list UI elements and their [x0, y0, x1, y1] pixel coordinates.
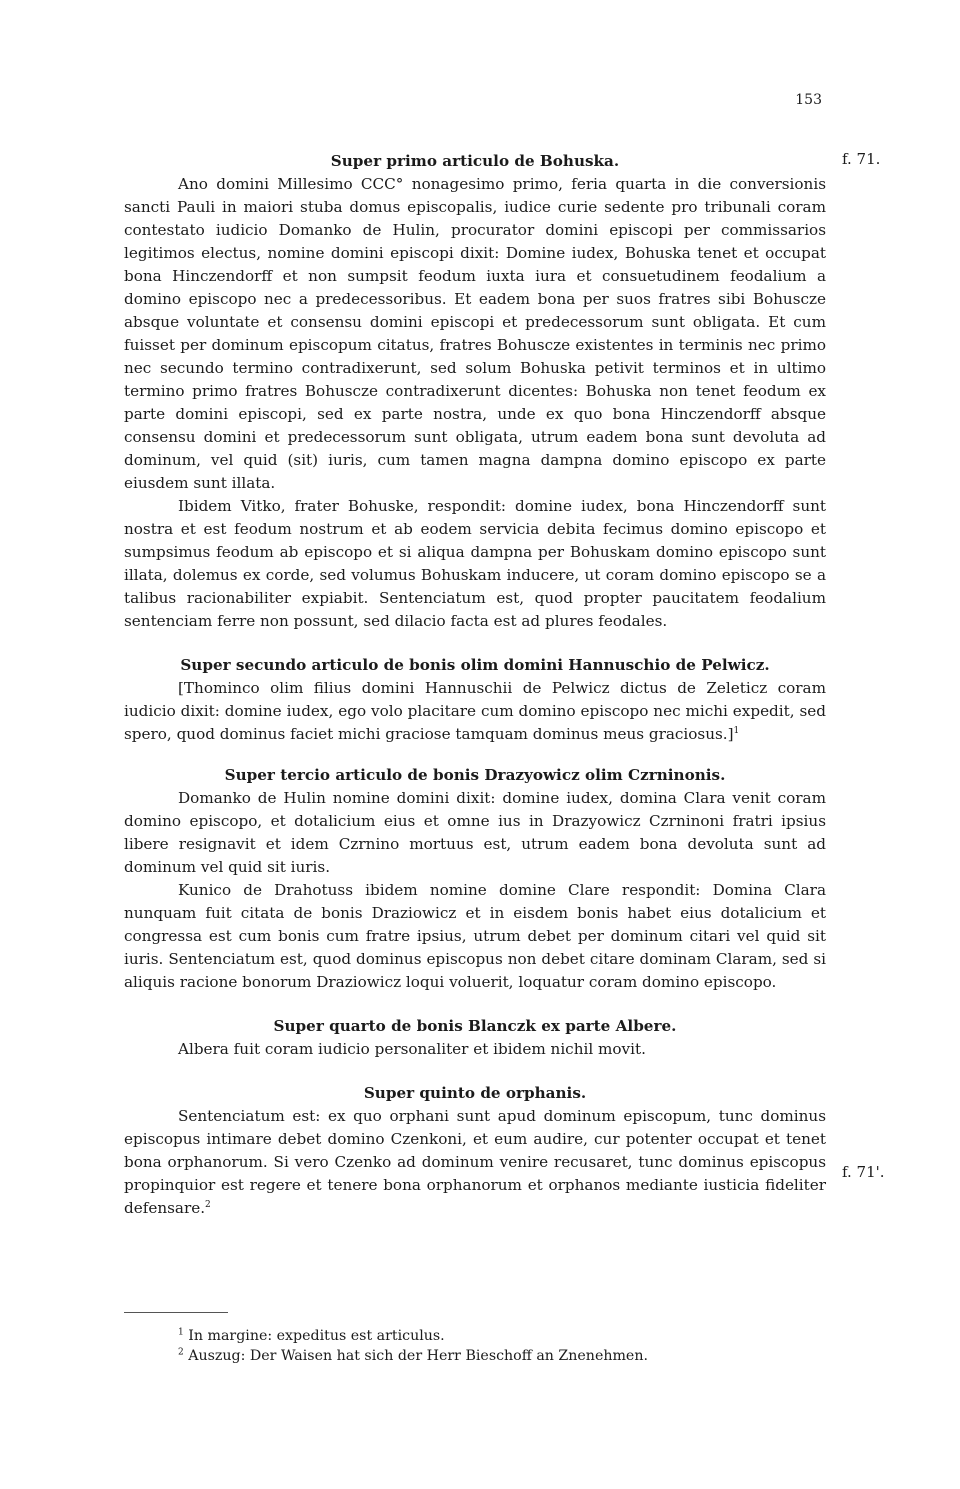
section-heading-3: Super tercio articulo de bonis Drazyowicz olim Czrninonis. [224, 766, 726, 784]
section-2-paragraph-1 [124, 677, 826, 746]
footnote-divider [124, 1312, 228, 1313]
footnote-ref-1: 1 [733, 725, 740, 736]
section-heading-5: Super quinto de orphanis. [363, 1084, 587, 1102]
main-text [124, 150, 826, 1220]
section-4-paragraph-1: Albera fuit coram iudicio personaliter et ibidem nichil movit. [178, 1040, 646, 1058]
section-heading-2: Super secundo articulo de bonis olim domini Hannuschio de Pelwicz. [180, 656, 770, 674]
section-heading-1: Super primo articulo de Bohuska. [330, 152, 620, 170]
footnote-text: Auszug: Der Waisen hat sich der Herr Bieschoff an Znenehmen. [188, 1348, 648, 1364]
section-3-paragraph-1: Domanko de Hulin nomine domini dixit: domine iudex, domina Clara venit coram domino episcopo, et dotalicium eius et omne ius in Drazyowicz Czrninoni fratri ipsius libere resignavit et idem Czrnino mortuus est, utrum eadem bona devoluta sunt ad dominum vel quid sit iuris. [124, 789, 826, 876]
margin-note-folio-71: f. 71. [842, 150, 881, 168]
section-1-paragraph-2: Ibidem Vitko, frater Bohuske, respondit: domine iudex, bona Hinczendorff sunt nostra et est feodum nostrum et ab eodem servicia debita fecimus domino episcopo et sumpsimus feodum ab episcopo et si aliqua dampna per Bohuskam domino episcopo sunt illata, dolemus ex corde, sed volumus Bohuskam inducere, ut coram domino episcopo se a talibus racionabiliter expiabit. Sentenciatum est, quod propter paucitatem feodalium sentenciam ferre non possunt, sed dilacio facta est ad plures feodales. [124, 497, 826, 630]
footnote-2 [178, 1346, 828, 1366]
footnote-1 [178, 1326, 828, 1346]
footnote-ref-2: 2 [205, 1199, 211, 1210]
section-5-paragraph-1 [124, 1105, 826, 1220]
section-3-paragraph-2: Kunico de Drahotuss ibidem nomine domine Clare respondit: Domina Clara nunquam fuit citata de bonis Draziowicz et in eisdem bonis habet eius dotalicium et congressa est cum bonis cum fratre ipsius, utrum debet per dominum citari vel quid sit iuris. Sentenciatum est, quod dominus episcopus non debet citare dominam Claram, sed si aliquis racione bonorum Draziowicz loqui voluerit, loquatur coram domino episcopo. [124, 881, 826, 991]
footnote-mark: 2 [178, 1347, 184, 1358]
footnotes [178, 1326, 828, 1366]
footnote-text: In margine: expeditus est articulus. [188, 1328, 445, 1344]
section-5-text: Sentenciatum est: ex quo orphani sunt apud dominum episcopum, tunc dominus episcopus intimare debet domino Czenkoni, et eum audire, cur potenter occupat et tenet bona orphanorum. Si vero Czenko ad dominum venire recusaret, tunc dominus episcopus propinquior est regere et tenere bona orphanorum et orphanos mediante iusticia fideliter defensare. [124, 1107, 826, 1217]
page-number: 153 [795, 92, 822, 108]
footnote-mark: 1 [178, 1327, 184, 1338]
section-heading-4: Super quarto de bonis Blanczk ex parte Albere. [273, 1017, 677, 1035]
margin-note-folio-71v: f. 71'. [842, 1163, 885, 1181]
section-2-text: [Thominco olim filius domini Hannuschii de Pelwicz dictus de Zeleticz coram iudicio dixit: domine iudex, ego volo placitare cum domino episcopo nec michi expedit, sed spero, quod dominus faciet michi graciose tamquam dominus meus graciosus.] [124, 679, 826, 743]
section-1-paragraph-1: Ano domini Millesimo CCC° nonagesimo primo, feria quarta in die conversionis sancti Pauli in maiori stuba domus episcopalis, iudice curie sedente pro tribunali coram contestato iudicio Domanko de Hulin, procurator domini episcopi per commissarios legitimos electus, nomine domini episcopi dixit: Domine iudex, Bohuska tenet et occupat bona Hinczendorff et non sumpsit feodum iuxta iura et consuetudinem feodalium a domino episcopo nec a predecessoribus. Et eadem bona per suos fratres sibi Bohuscze absque voluntate et consensu domini episcopi et predecessorum sunt obligata. Et cum fuisset per dominum episcopum citatus, fratres Bohuscze existentes in terminis nec primo nec secundo termino contradixerunt, sed solum Bohuska petivit terminos et in ultimo termino primo fratres Bohuscze contradixerunt dicentes: Bohuska non tenet feodum ex parte domini episcopi, sed ex parte nostra, unde ex quo bona Hinczendorff absque consensu domini et predecessorum sunt obligata, utrum eadem bona sunt devoluta ad dominum, vel quid (sit) iuris, cum tamen magna dampna domino episcopo ex parte eiusdem sunt illata. [124, 175, 826, 492]
